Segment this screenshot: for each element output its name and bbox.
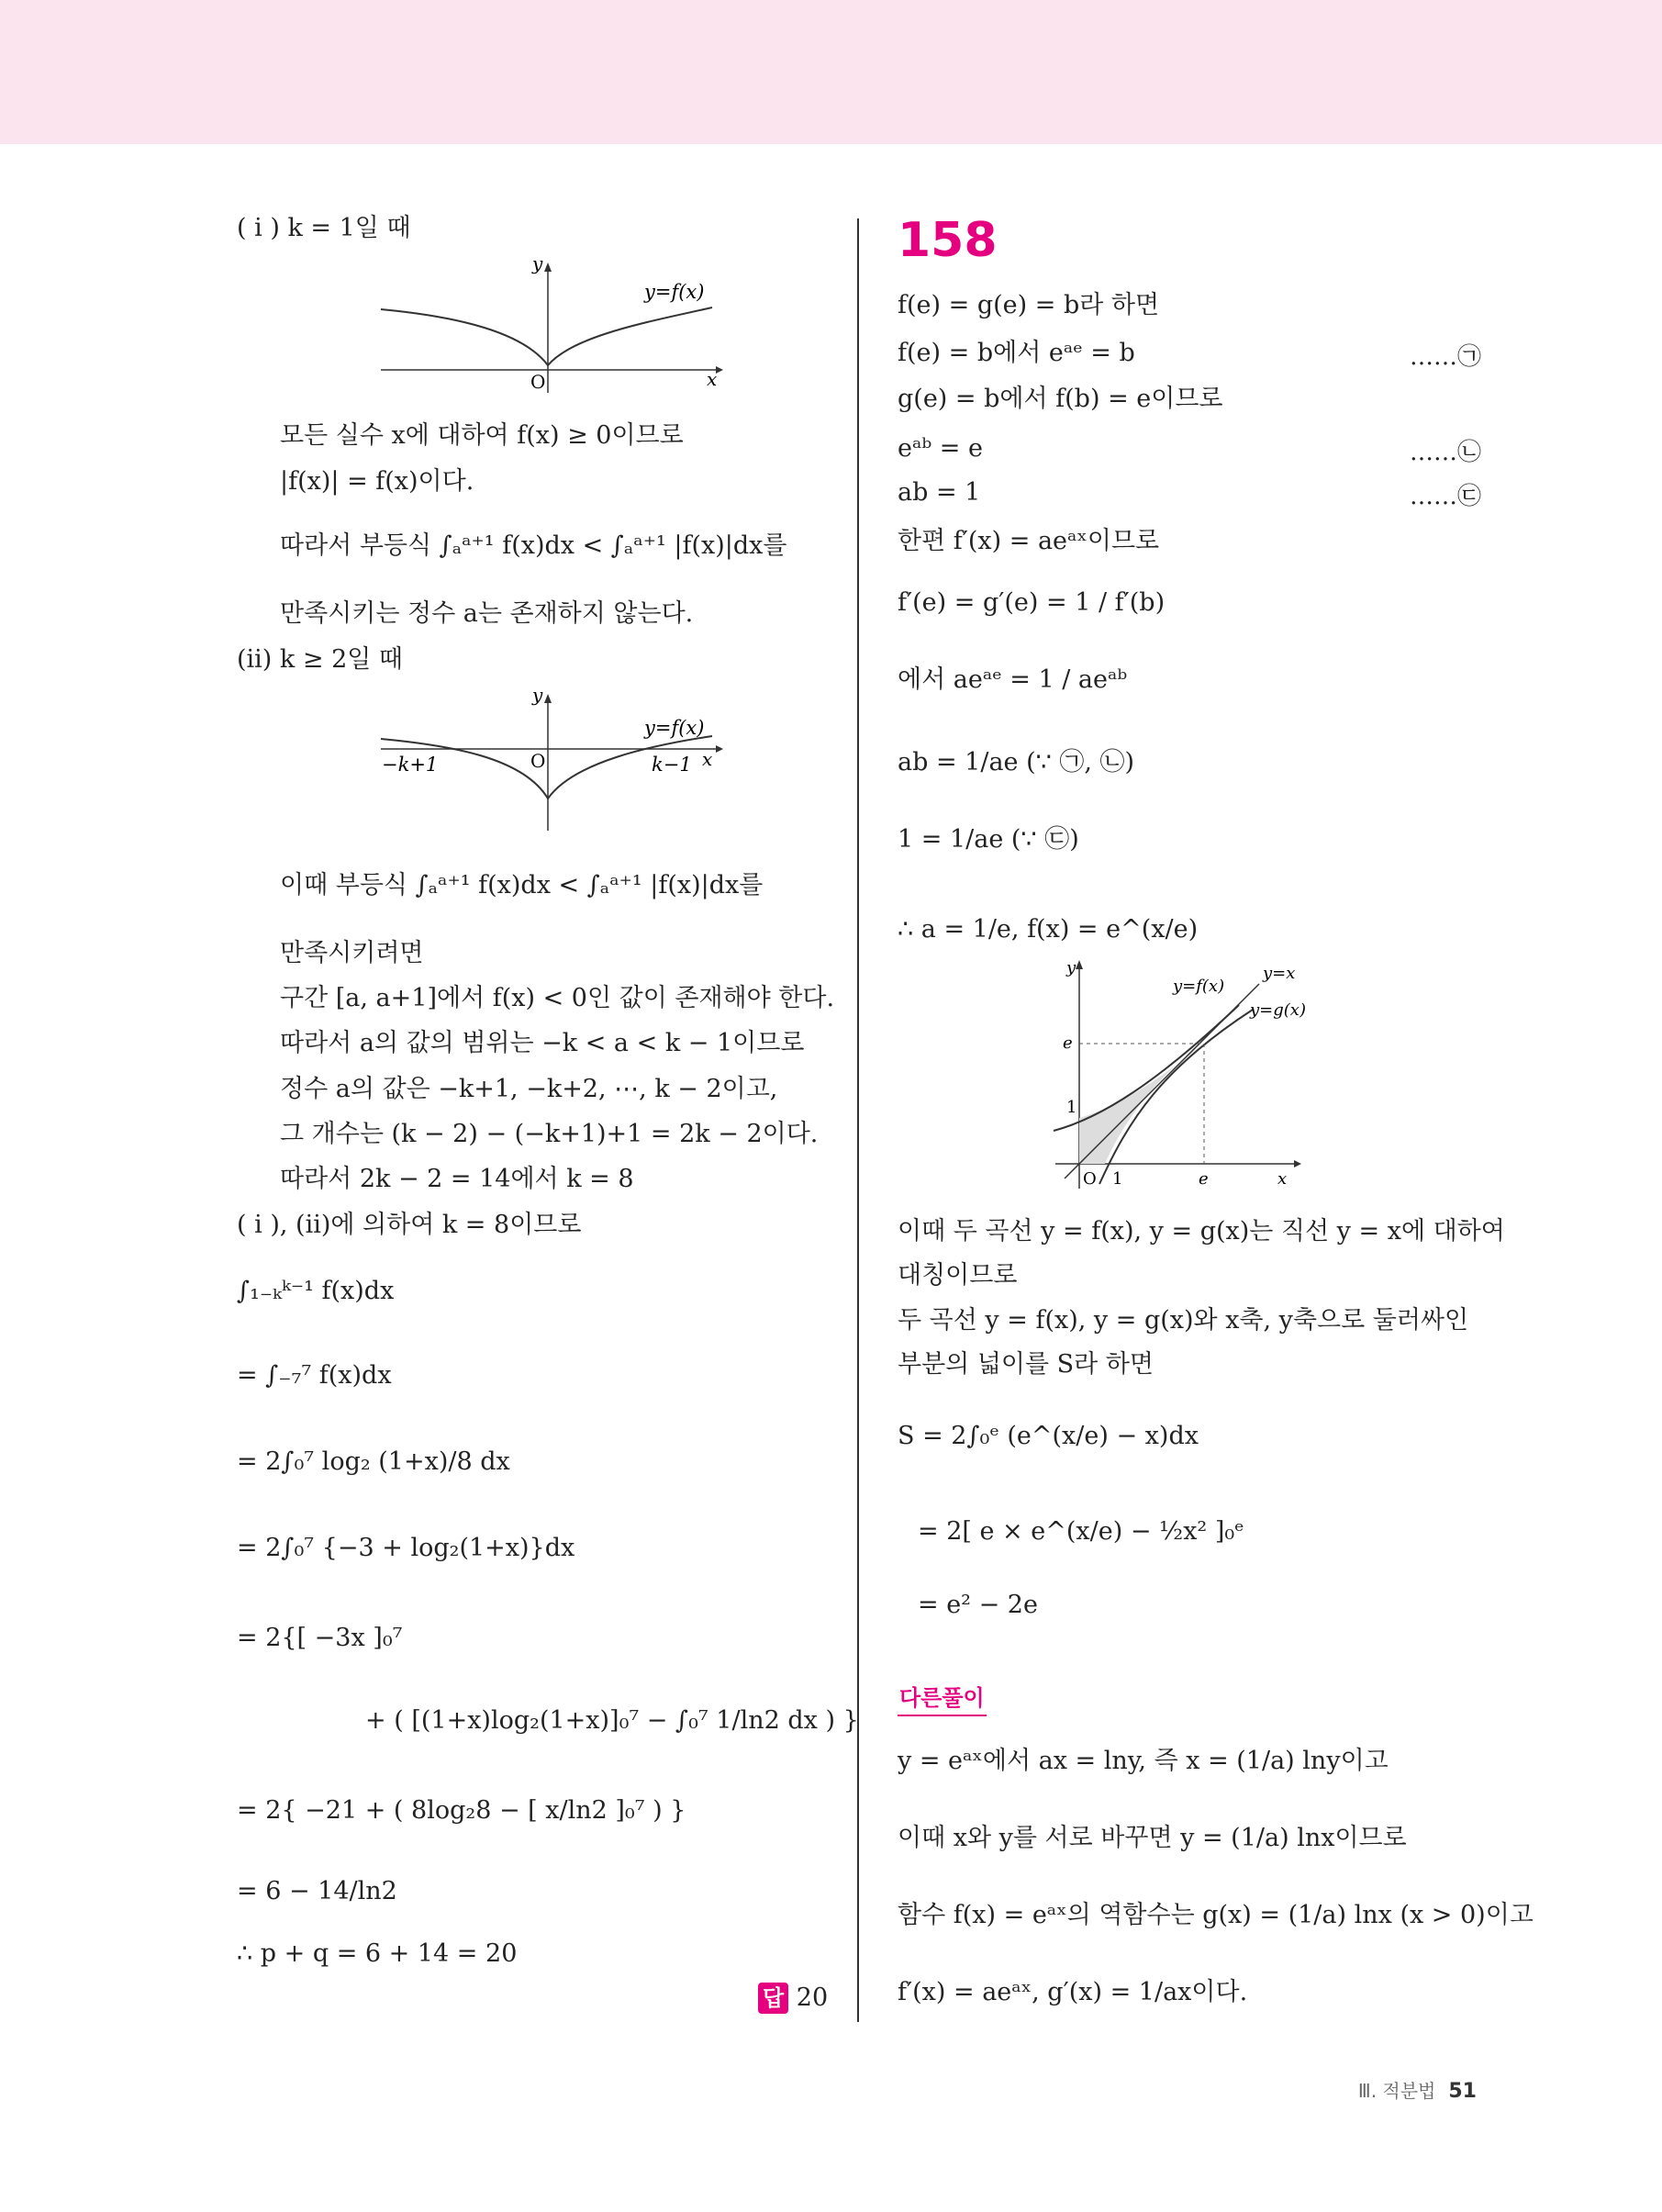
graph-case1	[376, 257, 725, 395]
case1-line3: 따라서 부등식 ∫ₐᵃ⁺¹ f(x)dx < ∫ₐᵃ⁺¹ |f(x)|dx를	[280, 531, 787, 560]
eq-line-3: = 2∫₀⁷ log₂ (1+x)/8 dx	[237, 1447, 510, 1476]
mark-2: ……㉡	[1410, 439, 1482, 466]
x-e-label: e	[1199, 1169, 1209, 1189]
alt-line-4: f′(x) = aeᵃˣ, g′(x) = 1/ax이다.	[898, 1978, 1248, 2006]
answer	[758, 1983, 828, 2014]
case1-line1: 모든 실수 x에 대하여 f(x) ≥ 0이므로	[280, 421, 684, 450]
case2-line3: 구간 [a, a+1]에서 f(x) < 0인 값이 존재해야 한다.	[280, 984, 835, 1012]
header-band	[0, 0, 1662, 144]
case2-line7: 따라서 2k − 2 = 14에서 k = 8	[280, 1165, 634, 1193]
case2-line4: 따라서 a의 값의 범위는 −k < a < k − 1이므로	[280, 1029, 805, 1057]
sol-line-9: ab = 1/ae (∵ ㉠, ㉡)	[898, 748, 1135, 776]
sol-line-13: 대칭이므로	[898, 1261, 1018, 1290]
page-footer	[1358, 2076, 1477, 2103]
eq-line-5: = 2{[ −3x ]₀⁷	[237, 1624, 403, 1652]
eq-line-8: = 6 − 14/ln2	[237, 1877, 397, 1905]
y-e-label: e	[1063, 1033, 1073, 1053]
case1-line4: 만족시키는 정수 a는 존재하지 않는다.	[280, 599, 694, 628]
eq-line-7: = 2{ −21 + ( 8log₂8 − [ x/ln2 ]₀⁷ ) }	[237, 1796, 686, 1825]
y-axis-label: y	[532, 257, 543, 274]
sol-line-1: f(e) = g(e) = b라 하면	[898, 291, 1160, 319]
curve-label: y=f(x)	[644, 717, 705, 739]
graph-case2	[376, 688, 725, 835]
conclusion-line: ( i ), (ii)에 의하여 k = 8이므로	[237, 1211, 582, 1239]
eq-line-4: = 2∫₀⁷ {−3 + log₂(1+x)}dx	[237, 1534, 575, 1562]
line-label: y=x	[1263, 964, 1296, 983]
sol-line-18: = e² − 2e	[918, 1591, 1038, 1619]
g-curve-label: y=g(x)	[1250, 1000, 1306, 1020]
problem-number: 158	[898, 213, 998, 268]
answer-tag: 답	[758, 1983, 788, 2014]
page-number: 51	[1448, 2080, 1477, 2103]
sol-line-3: g(e) = b에서 f(b) = e이므로	[898, 385, 1223, 413]
alt-line-1: y = eᵃˣ에서 ax = lny, 즉 x = (1/a) lny이고	[898, 1747, 1389, 1775]
sol-line-8: 에서 aeᵃᵉ = 1 / aeᵃᵇ	[898, 665, 1128, 694]
alt-line-3: 함수 f(x) = eᵃˣ의 역함수는 g(x) = (1/a) lnx (x > 0)이고	[898, 1901, 1534, 1929]
eq-line-9: ∴ p + q = 6 + 14 = 20	[237, 1939, 518, 1968]
mark-1: ……㉠	[1410, 343, 1482, 371]
case2-title: (ii) k ≥ 2일 때	[237, 645, 403, 674]
sol-line-12: 이때 두 곡선 y = f(x), y = g(x)는 직선 y = x에 대하여	[898, 1217, 1505, 1246]
sol-line-5: ab = 1	[898, 478, 981, 507]
eq-line-2: = ∫₋₇⁷ f(x)dx	[237, 1361, 392, 1390]
sol-line-2: f(e) = b에서 eᵃᵉ = b	[898, 339, 1135, 367]
curve-label: y=f(x)	[644, 281, 705, 303]
sol-line-15: 부분의 넓이를 S라 하면	[898, 1350, 1154, 1379]
origin-label: O	[530, 371, 546, 393]
sol-line-10: 1 = 1/ae (∵ ㉢)	[898, 825, 1079, 854]
eq-line-1: ∫₁₋ₖᵏ⁻¹ f(x)dx	[237, 1277, 395, 1305]
sol-line-6: 한편 f′(x) = aeᵃˣ이므로	[898, 527, 1160, 555]
answer-value: 20	[796, 1983, 829, 2012]
case1-line2: |f(x)| = f(x)이다.	[280, 467, 474, 496]
right-root-label: k−1	[652, 754, 692, 776]
sol-line-7: f′(e) = g′(e) = 1 / f′(b)	[898, 588, 1166, 617]
y-axis-label: y	[1066, 958, 1076, 978]
x-axis-label: x	[702, 748, 713, 770]
case2-line6: 그 개수는 (k − 2) − (−k+1)+1 = 2k − 2이다.	[280, 1120, 819, 1148]
left-root-label: −k+1	[382, 754, 439, 776]
sol-line-16: S = 2∫₀ᵉ (e^(x/e) − x)dx	[898, 1422, 1199, 1450]
sol-line-17: = 2[ e × e^(x/e) − ½x² ]₀ᵉ	[918, 1517, 1244, 1546]
x-axis-label: x	[1277, 1169, 1288, 1189]
x-one-label: 1	[1112, 1169, 1123, 1189]
graph-inverse	[1046, 955, 1322, 1193]
x-axis-label: x	[707, 368, 718, 390]
eq-line-6: + ( [(1+x)log₂(1+x)]₀⁷ − ∫₀⁷ 1/ln2 dx ) }	[365, 1706, 859, 1735]
sol-line-11: ∴ a = 1/e, f(x) = e^(x/e)	[898, 915, 1199, 944]
case1-title: ( i ) k = 1일 때	[237, 214, 411, 242]
y-axis-label: y	[532, 688, 543, 706]
mark-3: ……㉢	[1410, 483, 1482, 510]
case2-line5: 정수 a의 값은 −k+1, −k+2, ⋯, k − 2이고,	[280, 1075, 778, 1103]
sol-line-14: 두 곡선 y = f(x), y = g(x)와 x축, y축으로 둘러싸인	[898, 1306, 1469, 1335]
alt-line-2: 이때 x와 y를 서로 바꾸면 y = (1/a) lnx이므로	[898, 1824, 1407, 1852]
origin-label: O	[530, 750, 546, 772]
column-divider	[857, 218, 859, 2022]
case2-line1: 이때 부등식 ∫ₐᵃ⁺¹ f(x)dx < ∫ₐᵃ⁺¹ |f(x)|dx를	[280, 871, 764, 899]
footer-section: Ⅲ. 적분법	[1357, 2080, 1436, 2102]
f-curve-label: y=f(x)	[1173, 977, 1225, 996]
y-one-label: 1	[1066, 1098, 1077, 1117]
sol-line-4: eᵃᵇ = e	[898, 434, 983, 463]
alt-solution-tag: 다른풀이	[898, 1680, 987, 1716]
case2-line2: 만족시키려면	[280, 939, 424, 967]
origin-label: O	[1083, 1169, 1097, 1189]
